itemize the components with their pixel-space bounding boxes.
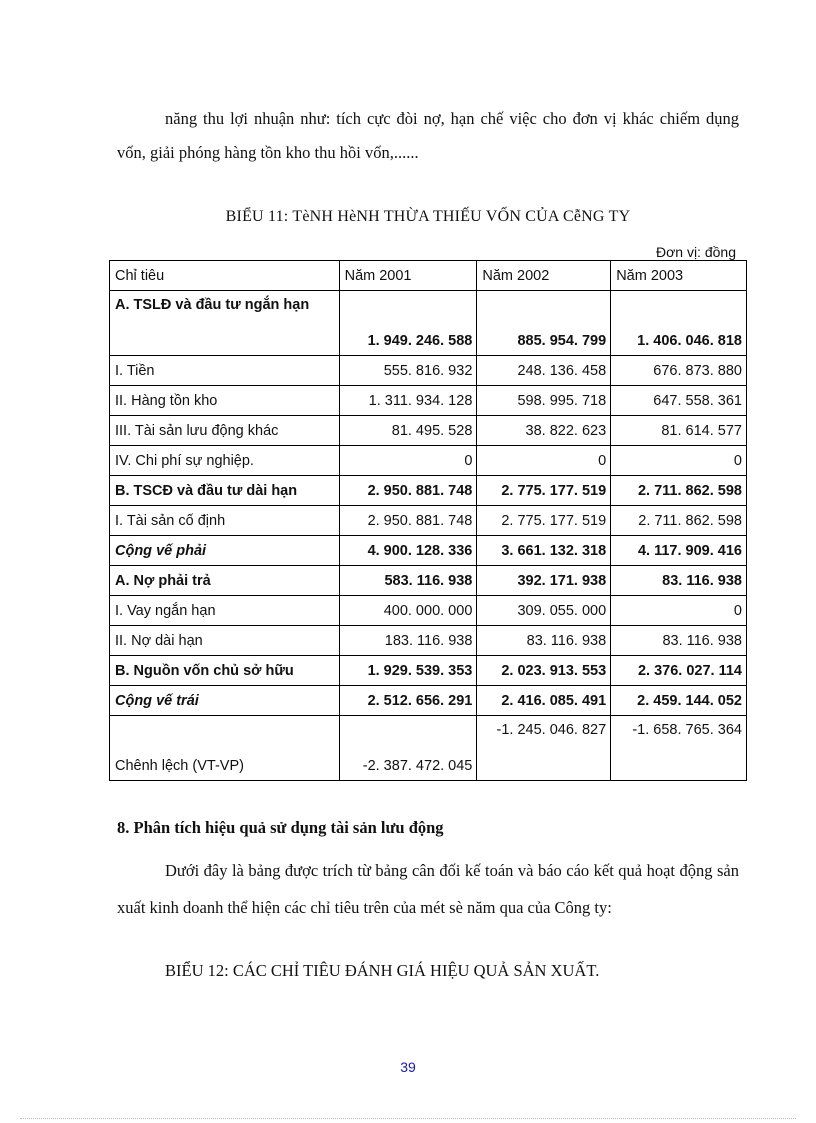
cell-2002: 2. 416. 085. 491	[477, 686, 611, 716]
cell-2001: 0	[339, 446, 477, 476]
section-paragraph: Dưới đây là bảng được trích từ bảng cân đối kế toán và báo cáo kết quả hoạt động sản xuất kinh doanh thể hiện các chỉ tiêu trên của mét sè năm qua của Công ty:	[117, 861, 739, 917]
row-label: B. TSCĐ và đầu tư dài hạn	[110, 476, 340, 506]
table-row	[110, 686, 747, 716]
cell-2003: 647. 558. 361	[611, 386, 747, 416]
row-label: A. TSLĐ và đầu tư ngắn hạn	[110, 291, 340, 356]
table-row	[110, 446, 747, 476]
table-row	[110, 536, 747, 566]
cell-2002: 3. 661. 132. 318	[477, 536, 611, 566]
page-bottom-rule	[20, 1118, 796, 1119]
cell-2003: 0	[611, 596, 747, 626]
table11-unit: Đơn vị: đồng	[655, 244, 736, 260]
table-header-row	[110, 261, 747, 291]
cell-2003: 1. 406. 046. 818	[611, 291, 747, 356]
cell-2001: 4. 900. 128. 336	[339, 536, 477, 566]
table-row	[110, 596, 747, 626]
cell-2001: 400. 000. 000	[339, 596, 477, 626]
capital-surplus-table	[109, 260, 747, 781]
row-label: II. Hàng tồn kho	[110, 386, 340, 416]
table12-title: BIỂU 12: CÁC CHỈ TIÊU ĐÁNH GIÁ HIỆU QUẢ SẢN XUẤT.	[165, 961, 600, 980]
header-indicator: Chỉ tiêu	[110, 261, 340, 291]
cell-2002: 309. 055. 000	[477, 596, 611, 626]
cell-2001: 1. 929. 539. 353	[339, 656, 477, 686]
cell-2003: -1. 658. 765. 364	[611, 716, 747, 781]
cell-2003: 83. 116. 938	[611, 566, 747, 596]
cell-2003: 2. 459. 144. 052	[611, 686, 747, 716]
cell-2002: 392. 171. 938	[477, 566, 611, 596]
table-row	[110, 356, 747, 386]
row-label: IV. Chi phí sự nghiệp.	[110, 446, 340, 476]
cell-2001: 2. 950. 881. 748	[339, 476, 477, 506]
row-label: Cộng vế phải	[110, 536, 340, 566]
header-2003: Năm 2003	[611, 261, 747, 291]
cell-2001: 2. 950. 881. 748	[339, 506, 477, 536]
cell-2003: 0	[611, 446, 747, 476]
row-label: Chênh lệch (VT-VP)	[110, 716, 340, 781]
cell-2001: 2. 512. 656. 291	[339, 686, 477, 716]
cell-2002: 2. 023. 913. 553	[477, 656, 611, 686]
cell-2003: 676. 873. 880	[611, 356, 747, 386]
cell-2001: 583. 116. 938	[339, 566, 477, 596]
row-label: Cộng vế trái	[110, 686, 340, 716]
row-label: I. Tiền	[110, 356, 340, 386]
cell-2003: 4. 117. 909. 416	[611, 536, 747, 566]
page-number: 39	[400, 1059, 416, 1075]
cell-2002: 885. 954. 799	[477, 291, 611, 356]
cell-2002: 248. 136. 458	[477, 356, 611, 386]
header-2001: Năm 2001	[339, 261, 477, 291]
table-row	[110, 291, 747, 356]
table-row	[110, 716, 747, 781]
cell-2003: 2. 711. 862. 598	[611, 506, 747, 536]
cell-2003: 2. 711. 862. 598	[611, 476, 747, 506]
cell-2001: 1. 949. 246. 588	[339, 291, 477, 356]
cell-2001: 81. 495. 528	[339, 416, 477, 446]
cell-2003: 83. 116. 938	[611, 626, 747, 656]
table-row	[110, 476, 747, 506]
section-heading: 8. Phân tích hiệu quả sử dụng tài sản lưu động	[117, 818, 444, 837]
table-row	[110, 386, 747, 416]
row-label: B. Nguồn vốn chủ sở hữu	[110, 656, 340, 686]
table-row	[110, 416, 747, 446]
table-row	[110, 506, 747, 536]
cell-2001: 555. 816. 932	[339, 356, 477, 386]
cell-2002: -1. 245. 046. 827	[477, 716, 611, 781]
cell-2002: 598. 995. 718	[477, 386, 611, 416]
cell-2003: 2. 376. 027. 114	[611, 656, 747, 686]
row-label: I. Vay ngắn hạn	[110, 596, 340, 626]
cell-2002: 2. 775. 177. 519	[477, 506, 611, 536]
cell-2001: -2. 387. 472. 045	[339, 716, 477, 781]
header-2002: Năm 2002	[477, 261, 611, 291]
cell-2002: 83. 116. 938	[477, 626, 611, 656]
table-row	[110, 656, 747, 686]
table-row	[110, 626, 747, 656]
row-label: II. Nợ dài hạn	[110, 626, 340, 656]
row-label: A. Nợ phải trả	[110, 566, 340, 596]
row-label: III. Tài sản lưu động khác	[110, 416, 340, 446]
row-label: I. Tài sản cố định	[110, 506, 340, 536]
cell-2001: 183. 116. 938	[339, 626, 477, 656]
cell-2002: 2. 775. 177. 519	[477, 476, 611, 506]
table11-title: BIỂU 11: TèNH HèNH THỪA THIẾU VỐN CỦA CễNG TY	[225, 208, 631, 225]
intro-paragraph: năng thu lợi nhuận như: tích cực đòi nợ, hạn chế việc cho đơn vị khác chiếm dụng vốn, giải phóng hàng tồn kho thu hồi vốn,......	[117, 109, 739, 162]
cell-2002: 38. 822. 623	[477, 416, 611, 446]
cell-2003: 81. 614. 577	[611, 416, 747, 446]
table-row	[110, 566, 747, 596]
cell-2001: 1. 311. 934. 128	[339, 386, 477, 416]
cell-2002: 0	[477, 446, 611, 476]
